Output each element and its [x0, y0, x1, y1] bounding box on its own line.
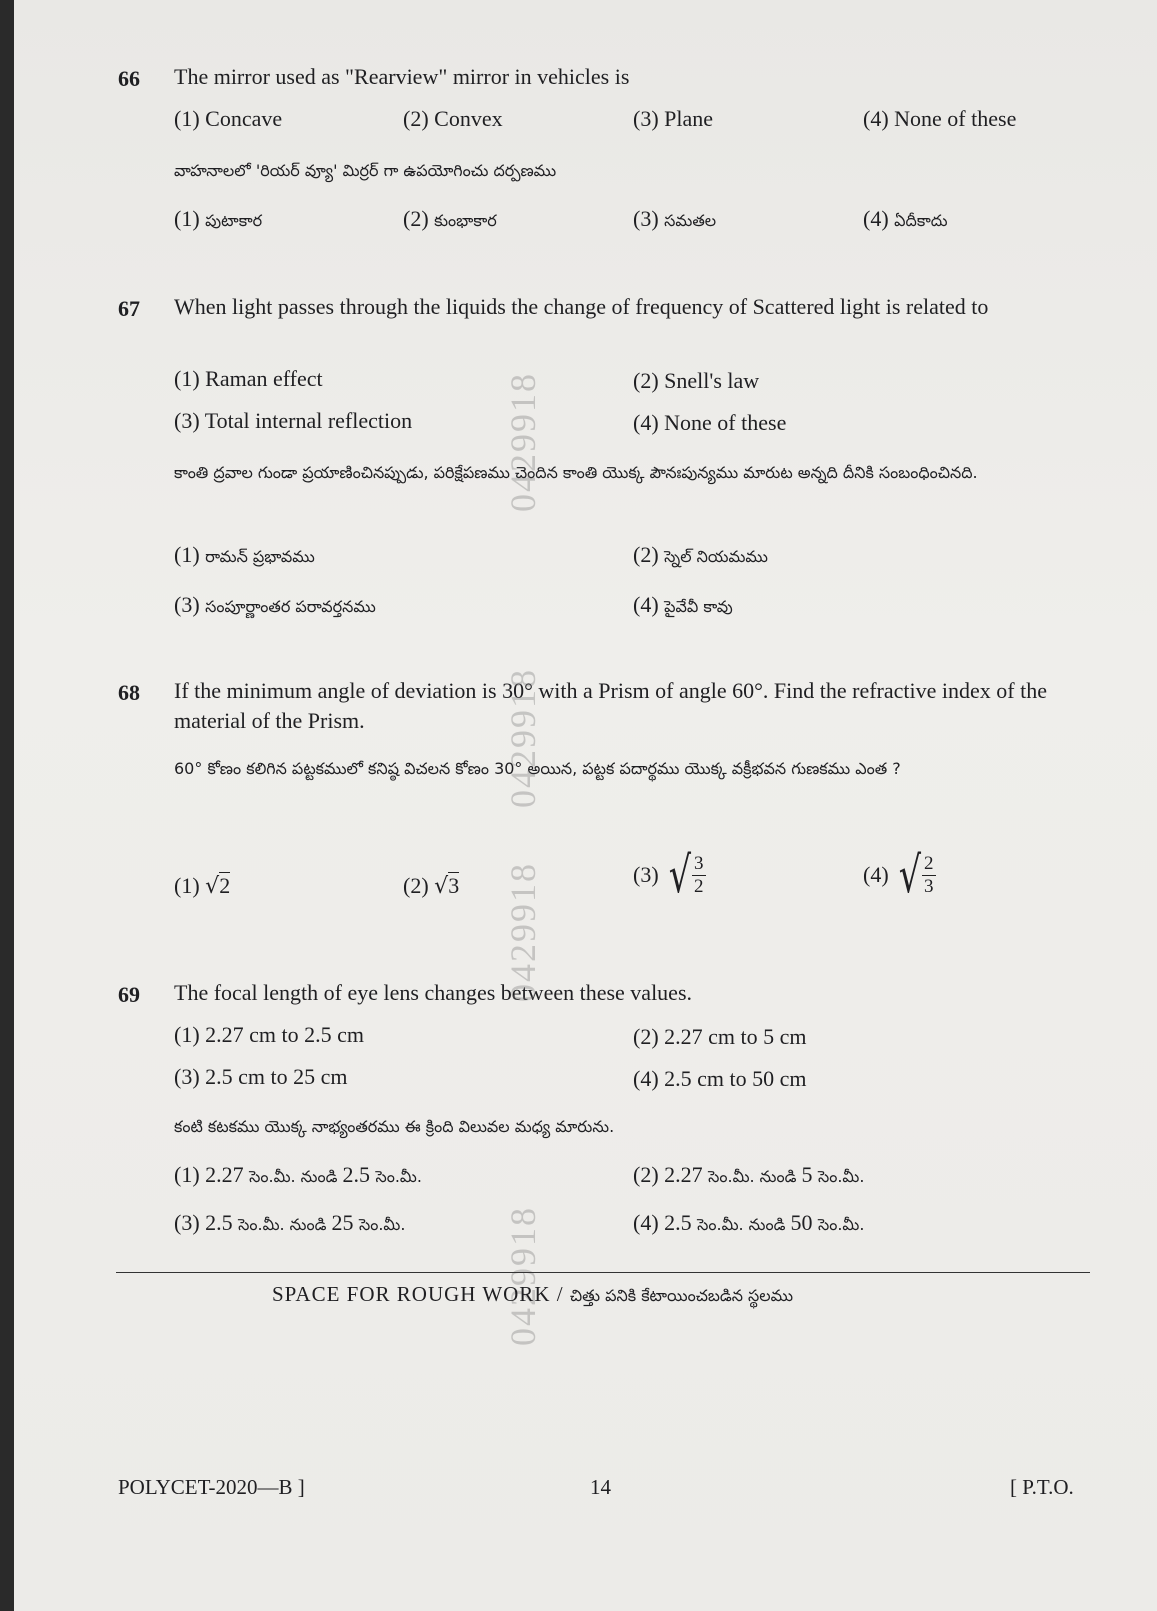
option-2: (2) √3: [403, 873, 460, 899]
option-3: (3) Plane: [633, 106, 714, 131]
option-4: (4) 2.5 cm to 50 cm: [633, 1066, 807, 1091]
question-text-en: When light passes through the liquids the change of frequency of Scattered light is related to: [174, 294, 989, 319]
option-3: (3) 2.5 cm to 25 cm: [174, 1064, 348, 1089]
option-te-1: (1) 2.27 సెం.మీ. నుండి 2.5 సెం.మీ.: [174, 1162, 422, 1187]
question-text-en: If the minimum angle of deviation is 30° with a Prism of angle 60°. Find the refractive index of the material of the Prism.: [174, 678, 1047, 733]
question-text-en: The mirror used as "Rearview" mirror in vehicles is: [174, 64, 630, 89]
option-te-4: (4) 2.5 సెం.మీ. నుండి 50 సెం.మీ.: [633, 1210, 865, 1235]
option-1: (1) 2.27 cm to 2.5 cm: [174, 1022, 365, 1047]
option-te-1: (1) రామన్ ప్రభావము: [174, 542, 315, 567]
option-te-1: (1) పుటాకార: [174, 206, 263, 231]
question-text-te: కంటి కటకము యొక్క నాభ్యంతరము ఈ క్రింది విలువల మధ్య మారును.: [174, 1117, 615, 1136]
option-te-2: (2) 2.27 సెం.మీ. నుండి 5 సెం.మీ.: [633, 1162, 865, 1187]
option-te-2: (2) స్నెల్ నియమము: [633, 542, 768, 567]
question-number: 66: [118, 66, 140, 91]
option-1: (1) √2: [174, 873, 231, 899]
footer-exam-code: POLYCET-2020—B ]: [118, 1475, 305, 1499]
option-te-3: (3) 2.5 సెం.మీ. నుండి 25 సెం.మీ.: [174, 1210, 406, 1235]
option-4: (4) None of these: [863, 106, 1017, 131]
rough-work-label: SPACE FOR ROUGH WORK / చిత్తు పనికి కేటాయించబడిన స్థలము: [272, 1282, 794, 1306]
watermark-serial: 0429918: [503, 1206, 543, 1346]
option-3: (3) √ $\frac{3}{2}$: [633, 846, 704, 904]
question-text-te: కాంతి ద్రవాల గుండా ప్రయాణించినప్పుడు, పరిక్షేపణము చెందిన కాంతి యొక్క పౌనఃపున్యము మారుట అన్నది దీనికి సంబంధించినది.: [174, 463, 978, 482]
question-text-te: వాహనాలలో 'రియర్ వ్యూ' మిర్రర్ గా ఉపయోగించు దర్పణము: [174, 161, 557, 180]
option-te-2: (2) కుంభాకార: [403, 206, 497, 231]
option-4: (4) √ $\frac{2}{3}$: [863, 846, 934, 904]
scan-edge: [0, 0, 14, 1611]
option-3: (3) Total internal reflection: [174, 408, 413, 433]
option-te-4: (4) ఏదీకాదు: [863, 206, 948, 231]
question-text-en: The focal length of eye lens changes between these values.: [174, 980, 693, 1005]
option-1: (1) Raman effect: [174, 366, 323, 391]
footer-page-number: 14: [590, 1475, 611, 1499]
question-number: 69: [118, 982, 140, 1007]
option-2: (2) 2.27 cm to 5 cm: [633, 1024, 807, 1049]
option-2: (2) Convex: [403, 106, 503, 131]
option-te-4: (4) పైవేవీ కావు: [633, 592, 733, 617]
divider: [116, 1272, 1090, 1273]
option-1: (1) Concave: [174, 106, 283, 131]
question-number: 68: [118, 680, 140, 705]
watermark-serial: 0429918: [503, 862, 543, 1002]
question-text-te: 60° కోణం కలిగిన పట్టకములో కనిష్ఠ విచలన కోణం 30° అయిన, పట్టక పదార్థము యొక్క వక్రీభవన గుణకము ఎంత ?: [174, 759, 901, 778]
option-4: (4) None of these: [633, 410, 787, 435]
option-te-3: (3) సమతల: [633, 206, 717, 231]
question-number: 67: [118, 296, 140, 321]
option-te-3: (3) సంపూర్ణాంతర పరావర్తనము: [174, 592, 376, 617]
option-2: (2) Snell's law: [633, 368, 760, 393]
watermark-serial: 0429918: [503, 372, 543, 512]
watermark-serial: 0429918: [503, 668, 543, 808]
footer-pto: [ P.T.O.: [1010, 1475, 1074, 1499]
